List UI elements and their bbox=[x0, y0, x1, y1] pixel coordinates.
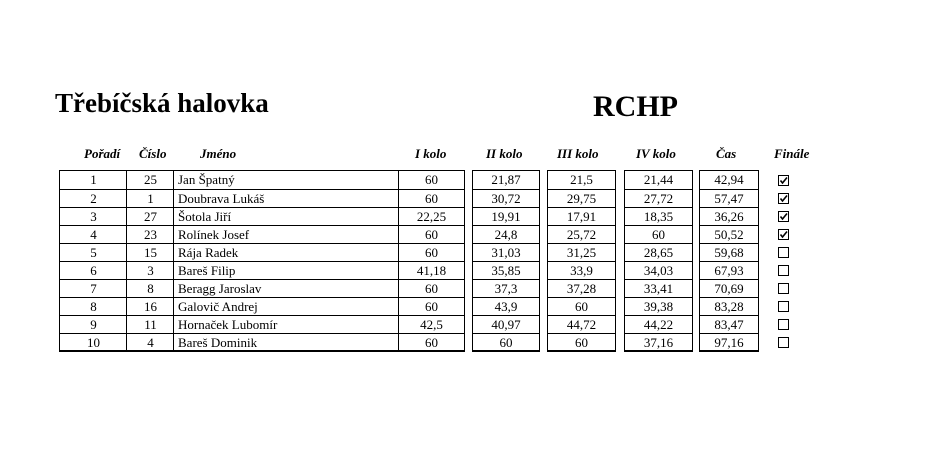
name-cell: Rolínek Josef bbox=[174, 225, 398, 243]
time-cell: 67,93 bbox=[700, 261, 758, 279]
round3-cell: 17,91 bbox=[548, 207, 615, 225]
round3-cell: 44,72 bbox=[548, 315, 615, 333]
name-cell: Beragg Jaroslav bbox=[174, 279, 398, 297]
check-icon bbox=[779, 212, 788, 221]
time-column bbox=[699, 170, 759, 352]
rank-cell: 2 bbox=[60, 189, 127, 207]
final-checkbox[interactable] bbox=[778, 319, 789, 330]
final-checkbox[interactable] bbox=[778, 301, 789, 312]
number-cell: 27 bbox=[127, 207, 174, 225]
round3-cell: 29,75 bbox=[548, 189, 615, 207]
name-cell: Bareš Filip bbox=[174, 261, 398, 279]
column-divider bbox=[173, 171, 174, 350]
number-cell: 3 bbox=[127, 261, 174, 279]
round2-cell: 60 bbox=[473, 333, 539, 351]
name-cell: Šotola Jiří bbox=[174, 207, 398, 225]
round2-cell: 40,97 bbox=[473, 315, 539, 333]
time-cell: 36,26 bbox=[700, 207, 758, 225]
round1-cell: 60 bbox=[425, 172, 438, 187]
round4-cell: 28,65 bbox=[625, 243, 692, 261]
number-cell: 15 bbox=[127, 243, 174, 261]
round1-cell: 60 bbox=[399, 189, 464, 207]
rank-cell: 7 bbox=[60, 279, 127, 297]
final-checkbox[interactable] bbox=[778, 229, 789, 240]
round4-column bbox=[624, 170, 693, 352]
round3-cell: 31,25 bbox=[548, 243, 615, 261]
round4-cell: 27,72 bbox=[625, 189, 692, 207]
final-checkbox[interactable] bbox=[778, 337, 789, 348]
round1-cell: 60 bbox=[399, 333, 464, 351]
round3-cell: 37,28 bbox=[548, 279, 615, 297]
round1-cell: 22,25 bbox=[399, 207, 464, 225]
round2-cell: 21,87 bbox=[491, 172, 521, 187]
round3-cell: 60 bbox=[548, 297, 615, 315]
round1-cell: 60 bbox=[399, 243, 464, 261]
round1-cell: 41,18 bbox=[399, 261, 464, 279]
header-round3: III kolo bbox=[557, 146, 599, 161]
rank-cell: 1 bbox=[90, 172, 97, 187]
column-divider bbox=[126, 171, 127, 350]
number-cell: 1 bbox=[127, 189, 174, 207]
category-title: RCHP bbox=[593, 90, 678, 123]
header-name: Jméno bbox=[200, 146, 237, 161]
check-icon bbox=[779, 176, 788, 185]
round1-cell: 42,5 bbox=[399, 315, 464, 333]
number-cell: 8 bbox=[127, 279, 174, 297]
name-cell: Hornaček Lubomír bbox=[174, 315, 398, 333]
round4-cell: 34,03 bbox=[625, 261, 692, 279]
final-checkbox[interactable] bbox=[778, 283, 789, 294]
time-cell: 57,47 bbox=[700, 189, 758, 207]
time-cell: 59,68 bbox=[700, 243, 758, 261]
rank-cell: 10 bbox=[60, 333, 127, 351]
round3-cell: 21,5 bbox=[570, 172, 593, 187]
round4-cell: 21,44 bbox=[643, 172, 674, 187]
check-icon bbox=[779, 194, 788, 203]
results-table-main bbox=[59, 170, 399, 352]
time-cell: 83,47 bbox=[700, 315, 758, 333]
round3-cell: 60 bbox=[548, 333, 615, 351]
rank-cell: 9 bbox=[60, 315, 127, 333]
rank-cell: 8 bbox=[60, 297, 127, 315]
check-icon bbox=[779, 230, 788, 239]
page-title: Třebíčská halovka bbox=[55, 88, 269, 118]
final-checkbox[interactable] bbox=[778, 265, 789, 276]
header-time: Čas bbox=[716, 146, 737, 161]
round1-cell: 60 bbox=[399, 279, 464, 297]
header-round4: IV kolo bbox=[636, 146, 676, 161]
round2-cell: 24,8 bbox=[473, 225, 539, 243]
time-cell: 70,69 bbox=[700, 279, 758, 297]
name-cell: Rája Radek bbox=[174, 243, 398, 261]
rank-cell: 4 bbox=[60, 225, 127, 243]
final-checkbox[interactable] bbox=[778, 175, 789, 186]
header-round1: I kolo bbox=[415, 146, 447, 161]
rank-cell: 5 bbox=[60, 243, 127, 261]
round3-cell: 25,72 bbox=[548, 225, 615, 243]
round3-column bbox=[547, 170, 616, 352]
rank-cell: 3 bbox=[60, 207, 127, 225]
round4-cell: 44,22 bbox=[625, 315, 692, 333]
number-cell: 16 bbox=[127, 297, 174, 315]
time-cell: 50,52 bbox=[700, 225, 758, 243]
name-cell: Galovič Andrej bbox=[174, 297, 398, 315]
header-final: Finále bbox=[774, 146, 810, 161]
round1-column bbox=[398, 170, 465, 352]
final-checkbox[interactable] bbox=[778, 193, 789, 204]
final-checkbox[interactable] bbox=[778, 247, 789, 258]
name-cell: Doubrava Lukáš bbox=[174, 189, 398, 207]
round4-cell: 39,38 bbox=[625, 297, 692, 315]
round2-cell: 37,3 bbox=[473, 279, 539, 297]
time-cell: 97,16 bbox=[700, 333, 758, 351]
round1-cell: 60 bbox=[399, 225, 464, 243]
round4-cell: 18,35 bbox=[625, 207, 692, 225]
header-round2: II kolo bbox=[486, 146, 523, 161]
round2-cell: 43,9 bbox=[473, 297, 539, 315]
round3-cell: 33,9 bbox=[548, 261, 615, 279]
round2-cell: 19,91 bbox=[473, 207, 539, 225]
name-cell: Jan Špatný bbox=[178, 172, 235, 187]
header-rank: Pořadí bbox=[84, 146, 121, 161]
round2-cell: 35,85 bbox=[473, 261, 539, 279]
rank-cell: 6 bbox=[60, 261, 127, 279]
number-cell: 25 bbox=[144, 172, 157, 187]
round4-cell: 33,41 bbox=[625, 279, 692, 297]
round4-cell: 37,16 bbox=[625, 333, 692, 351]
round2-cell: 30,72 bbox=[473, 189, 539, 207]
time-cell: 83,28 bbox=[700, 297, 758, 315]
final-checkbox[interactable] bbox=[778, 211, 789, 222]
header-number: Číslo bbox=[139, 146, 167, 161]
number-cell: 11 bbox=[127, 315, 174, 333]
round1-cell: 60 bbox=[399, 297, 464, 315]
number-cell: 4 bbox=[127, 333, 174, 351]
name-cell: Bareš Dominik bbox=[174, 333, 398, 351]
round2-column bbox=[472, 170, 540, 352]
number-cell: 23 bbox=[127, 225, 174, 243]
round2-cell: 31,03 bbox=[473, 243, 539, 261]
time-cell: 42,94 bbox=[714, 172, 744, 187]
round4-cell: 60 bbox=[625, 225, 692, 243]
